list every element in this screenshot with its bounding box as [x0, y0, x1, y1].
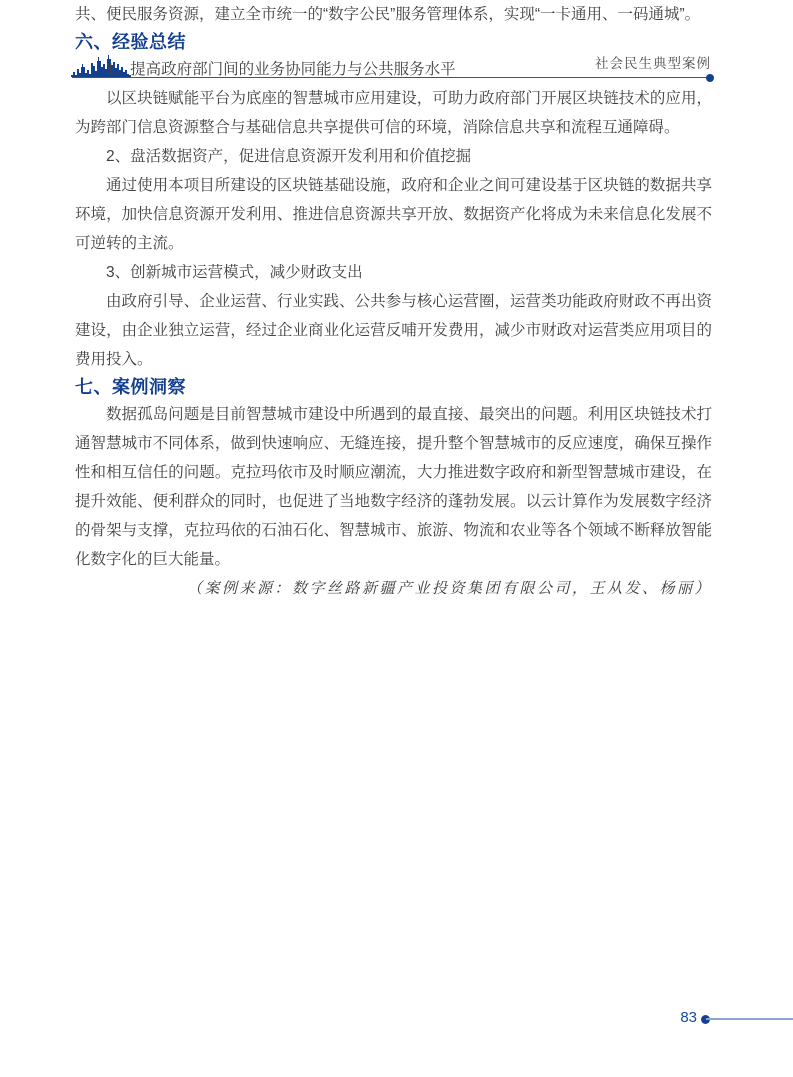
page-number: 83: [680, 1009, 697, 1026]
case-source-note: （案例来源：数字丝路新疆产业投资集团有限公司，王从发、杨丽）: [186, 579, 712, 597]
experience-item-1-heading: 1、提高政府部门间的业务协同能力与公共服务水平: [106, 61, 456, 78]
experience-item-1-body: 以区块链赋能平台为底座的智慧城市应用建设，可助力政府部门开展区块链技术的应用，为跨部门信息资源整合与基础信息共享提供可信的环境，消除信息共享和流程互通障碍。: [75, 90, 712, 136]
experience-item-3-heading: 3、创新城市运营模式，减少财政支出: [106, 264, 363, 281]
section-title-experience-summary: 六、经验总结: [75, 32, 186, 52]
experience-item-2-body: 通过使用本项目所建设的区块链基础设施，政府和企业之间可建设基于区块链的数据共享环境，加快信息资源开发利用、推进信息资源共享开放、数据资产化将成为未来信息化发展不可逆转的主流。: [75, 177, 712, 252]
page-content: [75, 0, 712, 603]
experience-item-2-heading: 2、盘活数据资产，促进信息资源开发利用和价值挖掘: [106, 148, 472, 165]
experience-item-3-body: 由政府引导、企业运营、行业实践、公共参与核心运营圈，运营类功能政府财政不再出资建设，由企业独立运营，经过企业商业化运营反哺开发费用，减少市财政对运营类应用项目的费用投入。: [75, 293, 712, 368]
header-section-label: 社会民生典型案例: [595, 56, 711, 71]
case-insight-body: 数据孤岛问题是目前智慧城市建设中所遇到的最直接、最突出的问题。利用区块链技术打通智慧城市不同体系，做到快速响应、无缝连接，提升整个智慧城市的反应速度，确保互操作性和相互信任的问题。克拉玛依市及时顺应潮流，大力推进数字政府和新型智慧城市建设，在提升效能、便利群众的同时，也促进了当地数字经济的蓬勃发展。以云计算作为发展数字经济的骨架与支撑，克拉玛依的石油石化、智慧城市、旅游、物流和农业等各个领域不断释放智能化数字化的巨大能量。: [75, 406, 712, 568]
intro-paragraph: 共、便民服务资源，建立全市统一的“数字公民”服务管理体系，实现“一卡通用、一码通城”。: [75, 6, 701, 23]
footer-rule: [706, 1018, 793, 1020]
section-title-case-insight: 七、案例洞察: [75, 377, 186, 397]
